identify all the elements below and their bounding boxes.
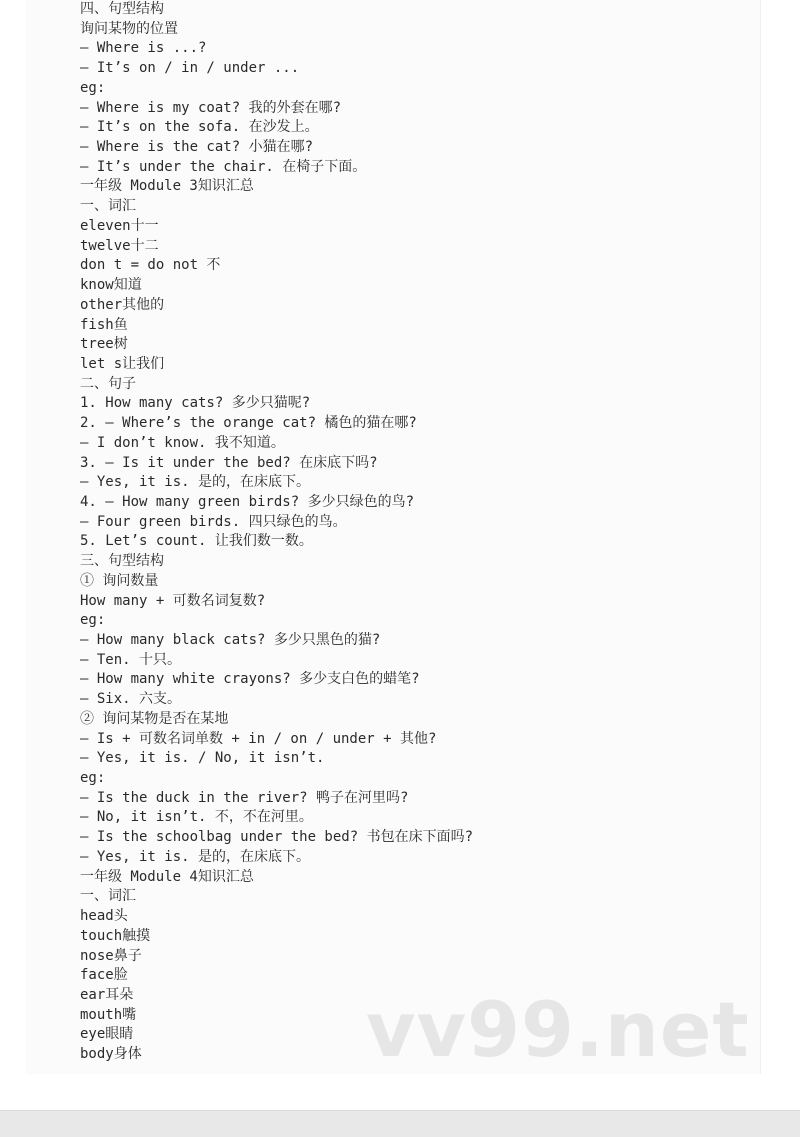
text-line: other其他的 xyxy=(80,296,165,313)
text-line: nose鼻子 xyxy=(80,947,142,964)
text-line: — It’s under the chair. 在椅子下面。 xyxy=(80,158,367,175)
text-line: 一、词汇 xyxy=(80,198,136,215)
text-line: — Four green birds. 四只绿色的鸟。 xyxy=(80,513,347,530)
text-line: — I don’t know. 我不知道。 xyxy=(80,434,285,451)
text-line: — No, it isn’t. 不，不在河里。 xyxy=(80,809,313,826)
text-line: let s让我们 xyxy=(80,355,165,372)
text-line: eg: xyxy=(80,612,106,629)
text-line: 一、词汇 xyxy=(80,888,136,905)
text-line: 询问某物的位置 xyxy=(80,20,178,37)
text-line: ② 询问某物是否在某地 xyxy=(80,710,229,727)
text-line: — Ten. 十只。 xyxy=(80,651,182,668)
text-line: — Is the duck in the river? 鸭子在河里吗? xyxy=(80,789,409,806)
text-line: — It’s on the sofa. 在沙发上。 xyxy=(80,119,319,136)
document-text xyxy=(80,0,473,1065)
text-line: — Six. 六支。 xyxy=(80,691,182,708)
text-line: — Where is the cat? 小猫在哪? xyxy=(80,139,314,156)
text-line: eg: xyxy=(80,770,106,787)
text-line: head头 xyxy=(80,908,128,925)
text-line: 二、句子 xyxy=(80,375,136,392)
text-line: — It’s on / in / under ... xyxy=(80,60,300,77)
text-line: know知道 xyxy=(80,277,142,294)
text-line: ear耳朵 xyxy=(80,986,134,1003)
text-line: fish鱼 xyxy=(80,316,128,333)
text-line: — Yes, it is. 是的，在床底下。 xyxy=(80,474,311,491)
text-line: eye眼睛 xyxy=(80,1026,134,1043)
section-heading: 一年级 Module 4知识汇总 xyxy=(80,868,254,885)
text-line: 四、句型结构 xyxy=(80,1,164,17)
text-line: body身体 xyxy=(80,1046,142,1063)
text-line: 1. How many cats? 多少只猫呢? xyxy=(80,395,311,412)
text-line: don t = do not 不 xyxy=(80,257,221,274)
text-line: 三、句型结构 xyxy=(80,553,164,570)
text-line: — How many black cats? 多少只黑色的猫? xyxy=(80,632,381,648)
text-line: face脸 xyxy=(80,967,128,984)
text-line: — Yes, it is. 是的，在床底下。 xyxy=(80,848,311,865)
text-line: — Is + 可数名词单数 + in / on / under + 其他? xyxy=(80,730,437,747)
watermark: vv99.net xyxy=(366,985,750,1074)
text-line: 3. — Is it under the bed? 在床底下吗? xyxy=(80,454,378,471)
text-line: — Where is my coat? 我的外套在哪? xyxy=(80,99,342,116)
text-line: 4. — How many green birds? 多少只绿色的鸟? xyxy=(80,493,415,510)
text-line: eleven十一 xyxy=(80,217,159,234)
text-line: How many + 可数名词复数? xyxy=(80,592,266,609)
section-heading: 一年级 Module 3知识汇总 xyxy=(80,178,254,195)
text-line: 5. Let’s count. 让我们数一数。 xyxy=(80,533,313,550)
text-line: mouth嘴 xyxy=(80,1006,137,1023)
text-line: tree树 xyxy=(80,336,128,353)
text-line: touch触摸 xyxy=(80,927,151,944)
text-line: 2. — Where’s the orange cat? 橘色的猫在哪? xyxy=(80,415,417,432)
text-line: — Where is ...? xyxy=(80,40,207,57)
text-line: — Is the schoolbag under the bed? 书包在床下面吗? xyxy=(80,829,474,846)
text-line: — How many white crayons? 多少支白色的蜡笔? xyxy=(80,671,420,688)
text-line: ① 询问数量 xyxy=(80,572,159,589)
text-line: eg: xyxy=(80,79,106,96)
text-line: twelve十二 xyxy=(80,237,159,254)
text-line: — Yes, it is. / No, it isn’t. xyxy=(80,750,325,767)
bottom-strip xyxy=(0,1110,800,1137)
